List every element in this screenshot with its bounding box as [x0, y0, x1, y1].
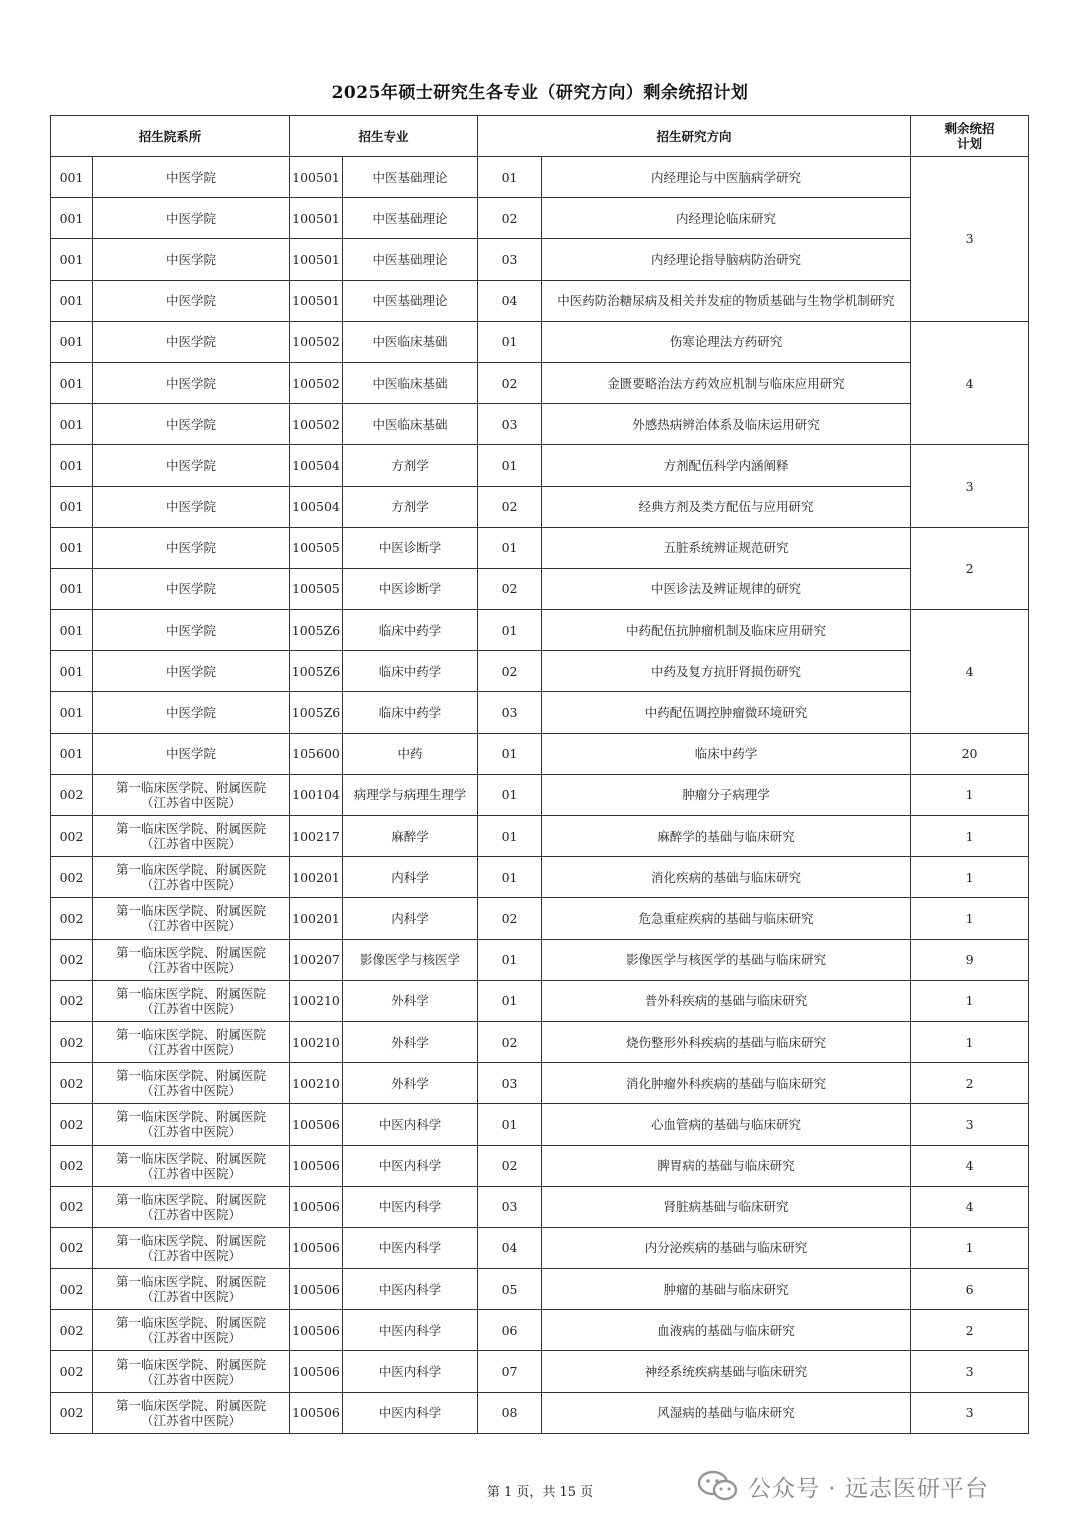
header-direction: 招生研究方向	[478, 116, 911, 157]
remain-plan-cell: 6	[911, 1269, 1029, 1310]
dept-name: 第一临床医学院、附属医院	[116, 1150, 267, 1166]
dept-code-cell: 001	[51, 239, 93, 280]
major-name-cell: 中医临床基础	[343, 362, 478, 403]
direction-name-cell: 心血管病的基础与临床研究	[542, 1104, 911, 1145]
table-row	[51, 692, 1029, 733]
major-name-cell: 内科学	[343, 898, 478, 939]
direction-name-cell: 金匮要略治法方药效应机制与临床应用研究	[542, 362, 911, 403]
dept-code-cell: 002	[51, 1063, 93, 1104]
direction-name-cell: 伤寒论理法方药研究	[542, 321, 911, 362]
dept-subname: （江苏省中医院）	[141, 1000, 242, 1016]
dept-name: 第一临床医学院、附属医院	[116, 1027, 267, 1043]
dept-name-cell	[93, 1227, 290, 1268]
major-code-cell: 1005Z6	[290, 651, 343, 692]
dept-subname: （江苏省中医院）	[141, 1289, 242, 1305]
major-name-cell: 影像医学与核医学	[343, 939, 478, 980]
dept-name-cell: 中医学院	[93, 404, 290, 445]
major-code-cell: 100207	[290, 939, 343, 980]
major-code-cell: 100504	[290, 445, 343, 486]
dept-name-cell: 中医学院	[93, 321, 290, 362]
direction-code-cell: 02	[478, 1021, 542, 1062]
direction-code-cell: 01	[478, 321, 542, 362]
major-name-cell: 方剂学	[343, 486, 478, 527]
direction-name-cell: 普外科疾病的基础与临床研究	[542, 980, 911, 1021]
dept-subname: （江苏省中医院）	[141, 1042, 242, 1058]
direction-code-cell: 08	[478, 1392, 542, 1433]
major-code-cell: 100201	[290, 898, 343, 939]
dept-code-cell: 001	[51, 321, 93, 362]
dept-code-cell: 001	[51, 362, 93, 403]
dept-name-cell	[93, 1021, 290, 1062]
dept-name-cell	[93, 774, 290, 815]
major-name-cell: 病理学与病理生理学	[343, 774, 478, 815]
table-row	[51, 1392, 1029, 1433]
major-code-cell: 100501	[290, 239, 343, 280]
direction-code-cell: 05	[478, 1269, 542, 1310]
major-name-cell: 临床中药学	[343, 651, 478, 692]
direction-name-cell: 五脏系统辨证规范研究	[542, 527, 911, 568]
table-row	[51, 527, 1029, 568]
dept-code-cell: 001	[51, 651, 93, 692]
direction-name-cell: 方剂配伍科学内涵阐释	[542, 445, 911, 486]
table-row	[51, 404, 1029, 445]
table-row	[51, 774, 1029, 815]
direction-code-cell: 01	[478, 445, 542, 486]
dept-name-cell: 中医学院	[93, 157, 290, 198]
dept-name-cell	[93, 1145, 290, 1186]
major-name-cell: 中医诊断学	[343, 527, 478, 568]
table-row	[51, 816, 1029, 857]
direction-code-cell: 02	[478, 486, 542, 527]
major-name-cell: 外科学	[343, 1021, 478, 1062]
dept-code-cell: 002	[51, 857, 93, 898]
table-row	[51, 733, 1029, 774]
direction-name-cell: 血液病的基础与临床研究	[542, 1310, 911, 1351]
table-header-row	[51, 116, 1029, 157]
remain-plan-cell: 3	[911, 1392, 1029, 1433]
dept-name-cell	[93, 1186, 290, 1227]
dept-code-cell: 002	[51, 1392, 93, 1433]
page-footer: 第 1 页，共 15 页	[486, 1485, 594, 1500]
major-name-cell: 中医临床基础	[343, 404, 478, 445]
dept-name-cell: 中医学院	[93, 486, 290, 527]
direction-name-cell: 中药及复方抗肝肾损伤研究	[542, 651, 911, 692]
major-name-cell: 中医内科学	[343, 1145, 478, 1186]
dept-name-cell: 中医学院	[93, 280, 290, 321]
direction-name-cell: 肿瘤的基础与临床研究	[542, 1269, 911, 1310]
major-code-cell: 100502	[290, 404, 343, 445]
dept-code-cell: 002	[51, 939, 93, 980]
major-code-cell: 100506	[290, 1310, 343, 1351]
major-name-cell: 中医基础理论	[343, 239, 478, 280]
table-row	[51, 445, 1029, 486]
direction-code-cell: 02	[478, 1145, 542, 1186]
dept-code-cell: 001	[51, 280, 93, 321]
direction-name-cell: 影像医学与核医学的基础与临床研究	[542, 939, 911, 980]
dept-subname: （江苏省中医院）	[141, 1124, 242, 1140]
dept-name: 第一临床医学院、附属医院	[116, 1315, 267, 1331]
direction-name-cell: 外感热病辨治体系及临床运用研究	[542, 404, 911, 445]
dept-name: 第一临床医学院、附属医院	[116, 1397, 267, 1413]
major-name-cell: 临床中药学	[343, 692, 478, 733]
table-row	[51, 1145, 1029, 1186]
dept-subname: （江苏省中医院）	[141, 1330, 242, 1346]
remain-plan-cell: 3	[911, 1351, 1029, 1392]
remain-plan-cell: 4	[911, 1186, 1029, 1227]
direction-name-cell: 内经理论与中医脑病学研究	[542, 157, 911, 198]
major-name-cell: 中医内科学	[343, 1186, 478, 1227]
table-row	[51, 1063, 1029, 1104]
direction-code-cell: 01	[478, 857, 542, 898]
remain-plan-cell: 4	[911, 1145, 1029, 1186]
direction-code-cell: 01	[478, 774, 542, 815]
major-code-cell: 100210	[290, 1063, 343, 1104]
direction-code-cell: 02	[478, 198, 542, 239]
major-code-cell: 100201	[290, 857, 343, 898]
major-name-cell: 中医诊断学	[343, 568, 478, 609]
major-name-cell: 中医内科学	[343, 1310, 478, 1351]
dept-subname: （江苏省中医院）	[141, 918, 242, 934]
major-code-cell: 1005Z6	[290, 610, 343, 651]
major-name-cell: 中药	[343, 733, 478, 774]
dept-name-cell: 中医学院	[93, 651, 290, 692]
dept-name: 第一临床医学院、附属医院	[116, 862, 267, 878]
dept-name: 第一临床医学院、附属医院	[116, 944, 267, 960]
major-name-cell: 麻醉学	[343, 816, 478, 857]
direction-code-cell: 01	[478, 1104, 542, 1145]
dept-name: 第一临床医学院、附属医院	[116, 1109, 267, 1125]
direction-code-cell: 02	[478, 651, 542, 692]
table-row	[51, 651, 1029, 692]
table-row	[51, 898, 1029, 939]
page-title: 2025年硕士研究生各专业（研究方向）剩余统招计划	[331, 83, 749, 103]
dept-name: 第一临床医学院、附属医院	[116, 821, 267, 837]
direction-name-cell: 内经理论临床研究	[542, 198, 911, 239]
major-name-cell: 中医内科学	[343, 1351, 478, 1392]
dept-name: 第一临床医学院、附属医院	[116, 1191, 267, 1207]
remain-plan-cell: 2	[911, 1063, 1029, 1104]
major-code-cell: 1005Z6	[290, 692, 343, 733]
table-row	[51, 1351, 1029, 1392]
dept-name-cell: 中医学院	[93, 198, 290, 239]
major-code-cell: 100210	[290, 1021, 343, 1062]
major-code-cell: 100210	[290, 980, 343, 1021]
dept-name-cell	[93, 1269, 290, 1310]
direction-name-cell: 肾脏病基础与临床研究	[542, 1186, 911, 1227]
header-major: 招生专业	[290, 116, 478, 157]
dept-name-cell	[93, 1351, 290, 1392]
dept-code-cell: 002	[51, 1104, 93, 1145]
dept-name-cell	[93, 816, 290, 857]
direction-name-cell: 肿瘤分子病理学	[542, 774, 911, 815]
major-code-cell: 100506	[290, 1186, 343, 1227]
direction-code-cell: 02	[478, 568, 542, 609]
major-code-cell: 100504	[290, 486, 343, 527]
direction-name-cell: 内经理论指导脑病防治研究	[542, 239, 911, 280]
table-row	[51, 1021, 1029, 1062]
direction-code-cell: 01	[478, 939, 542, 980]
direction-code-cell: 01	[478, 733, 542, 774]
direction-code-cell: 01	[478, 610, 542, 651]
direction-code-cell: 01	[478, 157, 542, 198]
header-remain-line1: 剩余统招	[944, 121, 995, 136]
dept-name: 第一临床医学院、附属医院	[116, 779, 267, 795]
direction-name-cell: 消化肿瘤外科疾病的基础与临床研究	[542, 1063, 911, 1104]
dept-subname: （江苏省中医院）	[141, 1165, 242, 1181]
major-name-cell: 中医基础理论	[343, 198, 478, 239]
remain-plan-cell: 1	[911, 1227, 1029, 1268]
direction-code-cell: 03	[478, 692, 542, 733]
table-row	[51, 362, 1029, 403]
table-row	[51, 280, 1029, 321]
major-name-cell: 外科学	[343, 1063, 478, 1104]
dept-code-cell: 002	[51, 980, 93, 1021]
direction-name-cell: 经典方剂及类方配伍与应用研究	[542, 486, 911, 527]
dept-code-cell: 002	[51, 816, 93, 857]
table-row	[51, 1227, 1029, 1268]
table-row	[51, 1310, 1029, 1351]
remain-plan-cell: 1	[911, 774, 1029, 815]
dept-name-cell	[93, 1392, 290, 1433]
dept-code-cell: 002	[51, 1227, 93, 1268]
dept-name: 第一临床医学院、附属医院	[116, 985, 267, 1001]
remain-plan-cell: 1	[911, 857, 1029, 898]
major-code-cell: 100502	[290, 321, 343, 362]
direction-name-cell: 消化疾病的基础与临床研究	[542, 857, 911, 898]
remain-plan-cell: 1	[911, 1021, 1029, 1062]
table-row	[51, 1269, 1029, 1310]
dept-subname: （江苏省中医院）	[141, 959, 242, 975]
header-remain-line2: 计划	[957, 136, 983, 151]
major-code-cell: 100501	[290, 157, 343, 198]
direction-name-cell: 临床中药学	[542, 733, 911, 774]
major-code-cell: 100501	[290, 280, 343, 321]
dept-code-cell: 001	[51, 568, 93, 609]
dept-subname: （江苏省中医院）	[141, 877, 242, 893]
wechat-icon	[696, 1469, 740, 1503]
direction-name-cell: 中药配伍抗肿瘤机制及临床应用研究	[542, 610, 911, 651]
table-row	[51, 939, 1029, 980]
dept-name-cell: 中医学院	[93, 445, 290, 486]
direction-code-cell: 01	[478, 527, 542, 568]
dept-name-cell	[93, 939, 290, 980]
remain-plan-cell: 20	[911, 733, 1029, 774]
major-name-cell: 中医临床基础	[343, 321, 478, 362]
dept-code-cell: 001	[51, 692, 93, 733]
major-name-cell: 内科学	[343, 857, 478, 898]
direction-name-cell: 脾胃病的基础与临床研究	[542, 1145, 911, 1186]
dept-subname: （江苏省中医院）	[141, 1083, 242, 1099]
dept-name: 第一临床医学院、附属医院	[116, 1068, 267, 1084]
major-name-cell: 中医内科学	[343, 1227, 478, 1268]
major-code-cell: 105600	[290, 733, 343, 774]
enrollment-plan-table	[50, 115, 1029, 1434]
dept-subname: （江苏省中医院）	[141, 1371, 242, 1387]
dept-subname: （江苏省中医院）	[141, 1247, 242, 1263]
dept-name-cell	[93, 980, 290, 1021]
dept-name-cell: 中医学院	[93, 610, 290, 651]
direction-name-cell: 风湿病的基础与临床研究	[542, 1392, 911, 1433]
table-row	[51, 239, 1029, 280]
direction-code-cell: 04	[478, 280, 542, 321]
major-name-cell: 中医内科学	[343, 1392, 478, 1433]
dept-name-cell	[93, 1310, 290, 1351]
major-code-cell: 100506	[290, 1145, 343, 1186]
remain-plan-cell: 1	[911, 816, 1029, 857]
dept-code-cell: 001	[51, 486, 93, 527]
dept-code-cell: 002	[51, 1351, 93, 1392]
dept-name-cell: 中医学院	[93, 733, 290, 774]
major-name-cell: 中医内科学	[343, 1104, 478, 1145]
direction-name-cell: 内分泌疾病的基础与临床研究	[542, 1227, 911, 1268]
direction-code-cell: 06	[478, 1310, 542, 1351]
direction-code-cell: 04	[478, 1227, 542, 1268]
direction-code-cell: 07	[478, 1351, 542, 1392]
table-row	[51, 980, 1029, 1021]
dept-name-cell: 中医学院	[93, 239, 290, 280]
table-row	[51, 610, 1029, 651]
dept-code-cell: 002	[51, 1021, 93, 1062]
dept-subname: （江苏省中医院）	[141, 1206, 242, 1222]
direction-name-cell: 烧伤整形外科疾病的基础与临床研究	[542, 1021, 911, 1062]
dept-code-cell: 001	[51, 445, 93, 486]
dept-code-cell: 002	[51, 1145, 93, 1186]
direction-name-cell: 神经系统疾病基础与临床研究	[542, 1351, 911, 1392]
direction-name-cell: 中医药防治糖尿病及相关并发症的物质基础与生物学机制研究	[542, 280, 911, 321]
direction-name-cell: 中药配伍调控肿瘤微环境研究	[542, 692, 911, 733]
table-row	[51, 857, 1029, 898]
major-code-cell: 100506	[290, 1104, 343, 1145]
direction-code-cell: 01	[478, 816, 542, 857]
remain-plan-cell: 1	[911, 980, 1029, 1021]
direction-name-cell: 中医诊法及辨证规律的研究	[542, 568, 911, 609]
table-row	[51, 157, 1029, 198]
remain-plan-cell: 2	[911, 1310, 1029, 1351]
major-code-cell: 100506	[290, 1227, 343, 1268]
dept-subname: （江苏省中医院）	[141, 794, 242, 810]
remain-plan-cell: 3	[911, 157, 1029, 322]
dept-code-cell: 001	[51, 198, 93, 239]
dept-code-cell: 001	[51, 527, 93, 568]
dept-subname: （江苏省中医院）	[141, 1412, 242, 1428]
direction-code-cell: 02	[478, 362, 542, 403]
dept-name: 第一临床医学院、附属医院	[116, 1232, 267, 1248]
dept-name-cell	[93, 857, 290, 898]
major-name-cell: 方剂学	[343, 445, 478, 486]
dept-name-cell	[93, 1063, 290, 1104]
dept-code-cell: 002	[51, 898, 93, 939]
dept-code-cell: 002	[51, 1269, 93, 1310]
major-name-cell: 中医内科学	[343, 1269, 478, 1310]
dept-name: 第一临床医学院、附属医院	[116, 1274, 267, 1290]
dept-code-cell: 001	[51, 157, 93, 198]
dept-code-cell: 001	[51, 610, 93, 651]
direction-code-cell: 03	[478, 1186, 542, 1227]
dept-name-cell: 中医学院	[93, 527, 290, 568]
direction-code-cell: 03	[478, 239, 542, 280]
dept-code-cell: 002	[51, 774, 93, 815]
table-row	[51, 486, 1029, 527]
direction-name-cell: 危急重症疾病的基础与临床研究	[542, 898, 911, 939]
header-dept: 招生院系所	[51, 116, 290, 157]
remain-plan-cell: 1	[911, 898, 1029, 939]
direction-name-cell: 麻醉学的基础与临床研究	[542, 816, 911, 857]
dept-name: 第一临床医学院、附属医院	[116, 903, 267, 919]
major-name-cell: 外科学	[343, 980, 478, 1021]
dept-name-cell: 中医学院	[93, 362, 290, 403]
remain-plan-cell: 2	[911, 527, 1029, 609]
major-code-cell: 100217	[290, 816, 343, 857]
major-code-cell: 100505	[290, 568, 343, 609]
direction-code-cell: 02	[478, 898, 542, 939]
watermark-text: 公众号 · 远志医研平台	[748, 1475, 989, 1502]
dept-code-cell: 002	[51, 1310, 93, 1351]
direction-code-cell: 03	[478, 404, 542, 445]
header-remain	[911, 116, 1029, 157]
major-name-cell: 临床中药学	[343, 610, 478, 651]
major-code-cell: 100506	[290, 1392, 343, 1433]
watermark	[696, 1466, 989, 1506]
major-code-cell: 100104	[290, 774, 343, 815]
dept-code-cell: 001	[51, 404, 93, 445]
dept-name-cell	[93, 1104, 290, 1145]
dept-name-cell: 中医学院	[93, 692, 290, 733]
direction-code-cell: 03	[478, 1063, 542, 1104]
dept-name-cell: 中医学院	[93, 568, 290, 609]
remain-plan-cell: 3	[911, 1104, 1029, 1145]
major-code-cell: 100501	[290, 198, 343, 239]
dept-subname: （江苏省中医院）	[141, 836, 242, 852]
major-name-cell: 中医基础理论	[343, 157, 478, 198]
table-row	[51, 568, 1029, 609]
major-code-cell: 100505	[290, 527, 343, 568]
major-code-cell: 100506	[290, 1351, 343, 1392]
dept-code-cell: 001	[51, 733, 93, 774]
table-row	[51, 198, 1029, 239]
remain-plan-cell: 9	[911, 939, 1029, 980]
dept-name: 第一临床医学院、附属医院	[116, 1356, 267, 1372]
dept-code-cell: 002	[51, 1186, 93, 1227]
remain-plan-cell: 4	[911, 610, 1029, 734]
remain-plan-cell: 4	[911, 321, 1029, 445]
table-row	[51, 321, 1029, 362]
dept-name-cell	[93, 898, 290, 939]
major-code-cell: 100502	[290, 362, 343, 403]
table-row	[51, 1104, 1029, 1145]
major-code-cell: 100506	[290, 1269, 343, 1310]
direction-code-cell: 01	[478, 980, 542, 1021]
table-row	[51, 1186, 1029, 1227]
major-name-cell: 中医基础理论	[343, 280, 478, 321]
remain-plan-cell: 3	[911, 445, 1029, 527]
